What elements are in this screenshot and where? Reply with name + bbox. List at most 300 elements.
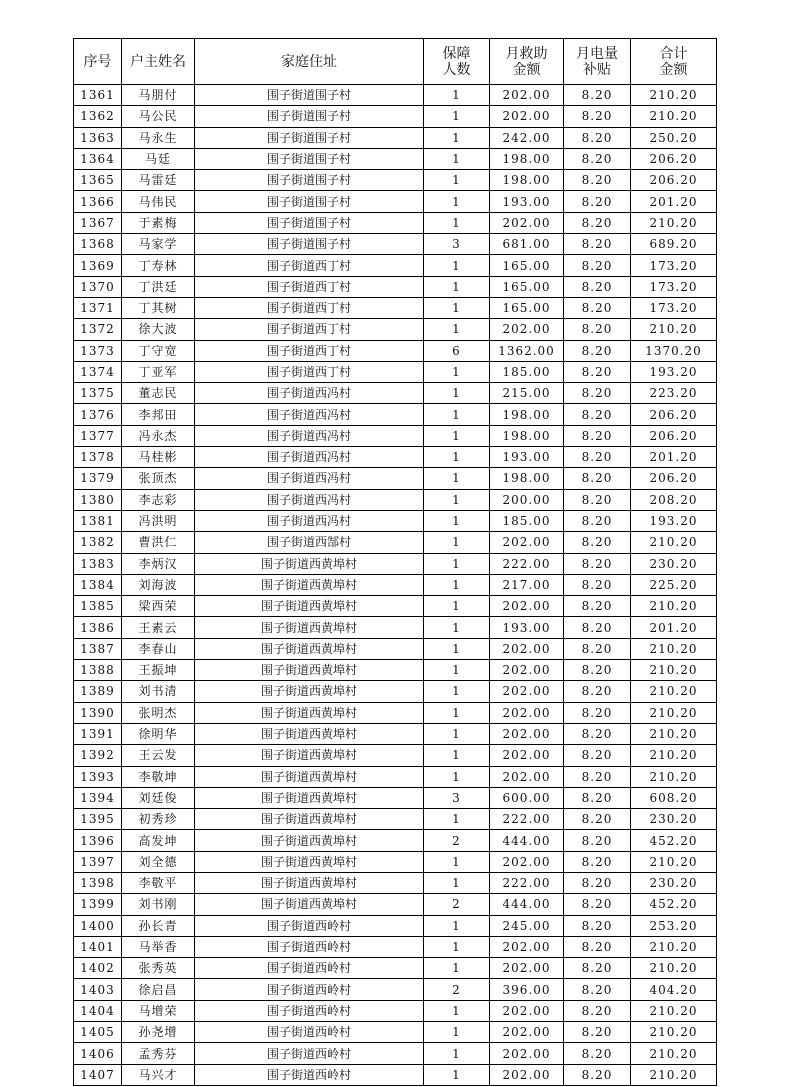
cell-address: 围子街道西冯村 xyxy=(195,468,424,489)
table-row xyxy=(74,191,717,212)
cell-seq: 1378 xyxy=(74,447,122,468)
table-row xyxy=(74,106,717,127)
cell-seq: 1398 xyxy=(74,872,122,893)
cell-name: 丁守宽 xyxy=(122,340,195,361)
cell-total: 404.20 xyxy=(631,979,717,1000)
cell-seq: 1364 xyxy=(74,148,122,169)
cell-name: 马举香 xyxy=(122,936,195,957)
cell-address: 围子街道西黄埠村 xyxy=(195,702,424,723)
cell-relief: 444.00 xyxy=(490,894,564,915)
cell-total: 210.20 xyxy=(631,851,717,872)
cell-total: 452.20 xyxy=(631,830,717,851)
cell-power: 8.20 xyxy=(564,809,631,830)
cell-relief: 198.00 xyxy=(490,425,564,446)
header-power-line1: 月电量 xyxy=(576,45,618,62)
cell-people: 1 xyxy=(424,638,490,659)
cell-seq: 1377 xyxy=(74,425,122,446)
header-name xyxy=(122,39,195,85)
table-row xyxy=(74,425,717,446)
cell-power: 8.20 xyxy=(564,447,631,468)
cell-power: 8.20 xyxy=(564,489,631,510)
cell-people: 1 xyxy=(424,297,490,318)
cell-people: 1 xyxy=(424,681,490,702)
cell-name: 李炳汉 xyxy=(122,553,195,574)
cell-address: 围子街道西黄埠村 xyxy=(195,596,424,617)
cell-name: 孙长青 xyxy=(122,915,195,936)
cell-name: 徐启昌 xyxy=(122,979,195,1000)
cell-power: 8.20 xyxy=(564,872,631,893)
cell-relief: 202.00 xyxy=(490,702,564,723)
cell-address: 围子街道西郜村 xyxy=(195,532,424,553)
cell-power: 8.20 xyxy=(564,404,631,425)
cell-power: 8.20 xyxy=(564,170,631,191)
table-row xyxy=(74,532,717,553)
table-row xyxy=(74,510,717,531)
cell-name: 丁亚军 xyxy=(122,361,195,382)
cell-total: 210.20 xyxy=(631,532,717,553)
cell-name: 马雷廷 xyxy=(122,170,195,191)
cell-total: 208.20 xyxy=(631,489,717,510)
cell-seq: 1362 xyxy=(74,106,122,127)
table-row xyxy=(74,1022,717,1043)
cell-relief: 165.00 xyxy=(490,255,564,276)
cell-power: 8.20 xyxy=(564,936,631,957)
cell-relief: 202.00 xyxy=(490,1000,564,1021)
table-row xyxy=(74,681,717,702)
cell-relief: 193.00 xyxy=(490,447,564,468)
table-row xyxy=(74,596,717,617)
header-address-label: 家庭住址 xyxy=(281,53,337,70)
table-row xyxy=(74,212,717,233)
cell-seq: 1373 xyxy=(74,340,122,361)
cell-total: 223.20 xyxy=(631,383,717,404)
table-body xyxy=(74,85,717,1086)
cell-power: 8.20 xyxy=(564,468,631,489)
cell-seq: 1374 xyxy=(74,361,122,382)
cell-relief: 202.00 xyxy=(490,958,564,979)
cell-total: 253.20 xyxy=(631,915,717,936)
cell-people: 1 xyxy=(424,404,490,425)
cell-people: 1 xyxy=(424,510,490,531)
cell-address: 围子街道西冯村 xyxy=(195,510,424,531)
cell-seq: 1403 xyxy=(74,979,122,1000)
cell-total: 206.20 xyxy=(631,468,717,489)
cell-total: 210.20 xyxy=(631,1064,717,1085)
table-row xyxy=(74,127,717,148)
cell-relief: 202.00 xyxy=(490,681,564,702)
cell-people: 1 xyxy=(424,170,490,191)
cell-name: 高发坤 xyxy=(122,830,195,851)
cell-address: 围子街道西黄埠村 xyxy=(195,766,424,787)
table-row xyxy=(74,745,717,766)
cell-power: 8.20 xyxy=(564,958,631,979)
cell-name: 徐大波 xyxy=(122,319,195,340)
cell-power: 8.20 xyxy=(564,383,631,404)
cell-power: 8.20 xyxy=(564,510,631,531)
table-row xyxy=(74,915,717,936)
table-row xyxy=(74,979,717,1000)
cell-address: 围子街道西黄埠村 xyxy=(195,574,424,595)
header-people xyxy=(424,39,490,85)
cell-name: 马桂彬 xyxy=(122,447,195,468)
table-row xyxy=(74,85,717,106)
cell-relief: 198.00 xyxy=(490,404,564,425)
cell-name: 张明杰 xyxy=(122,702,195,723)
cell-seq: 1395 xyxy=(74,809,122,830)
cell-seq: 1385 xyxy=(74,596,122,617)
cell-relief: 202.00 xyxy=(490,1064,564,1085)
header-relief-line2: 金额 xyxy=(512,61,541,78)
cell-seq: 1396 xyxy=(74,830,122,851)
cell-seq: 1394 xyxy=(74,787,122,808)
cell-seq: 1384 xyxy=(74,574,122,595)
cell-seq: 1381 xyxy=(74,510,122,531)
cell-relief: 681.00 xyxy=(490,234,564,255)
table-row xyxy=(74,766,717,787)
cell-people: 1 xyxy=(424,191,490,212)
cell-name: 李志彩 xyxy=(122,489,195,510)
table-row xyxy=(74,148,717,169)
cell-seq: 1369 xyxy=(74,255,122,276)
cell-relief: 185.00 xyxy=(490,361,564,382)
cell-total: 210.20 xyxy=(631,660,717,681)
cell-address: 围子街道西黄埠村 xyxy=(195,894,424,915)
cell-seq: 1402 xyxy=(74,958,122,979)
cell-relief: 202.00 xyxy=(490,212,564,233)
table-row xyxy=(74,468,717,489)
cell-total: 1370.20 xyxy=(631,340,717,361)
cell-seq: 1371 xyxy=(74,297,122,318)
table-row xyxy=(74,574,717,595)
cell-relief: 198.00 xyxy=(490,468,564,489)
header-seq xyxy=(74,39,122,85)
cell-people: 1 xyxy=(424,148,490,169)
cell-total: 210.20 xyxy=(631,766,717,787)
cell-relief: 198.00 xyxy=(490,148,564,169)
cell-people: 1 xyxy=(424,553,490,574)
cell-relief: 165.00 xyxy=(490,297,564,318)
cell-total: 210.20 xyxy=(631,212,717,233)
cell-power: 8.20 xyxy=(564,1000,631,1021)
cell-power: 8.20 xyxy=(564,319,631,340)
header-row xyxy=(74,39,717,85)
cell-name: 王振坤 xyxy=(122,660,195,681)
cell-address: 围子街道西岭村 xyxy=(195,936,424,957)
cell-name: 梁西荣 xyxy=(122,596,195,617)
cell-people: 1 xyxy=(424,915,490,936)
table-row xyxy=(74,1043,717,1064)
cell-address: 围子街道围子村 xyxy=(195,148,424,169)
cell-seq: 1387 xyxy=(74,638,122,659)
cell-address: 围子街道西丁村 xyxy=(195,297,424,318)
table-row xyxy=(74,361,717,382)
cell-people: 1 xyxy=(424,596,490,617)
cell-relief: 1362.00 xyxy=(490,340,564,361)
cell-total: 210.20 xyxy=(631,702,717,723)
cell-relief: 215.00 xyxy=(490,383,564,404)
cell-seq: 1389 xyxy=(74,681,122,702)
cell-total: 173.20 xyxy=(631,276,717,297)
cell-power: 8.20 xyxy=(564,979,631,1000)
relief-table xyxy=(73,38,717,1086)
table-row xyxy=(74,894,717,915)
cell-relief: 245.00 xyxy=(490,915,564,936)
cell-address: 围子街道西冯村 xyxy=(195,425,424,446)
header-power-line2: 补贴 xyxy=(583,61,611,78)
table-row xyxy=(74,383,717,404)
cell-total: 210.20 xyxy=(631,1043,717,1064)
cell-address: 围子街道西黄埠村 xyxy=(195,617,424,638)
cell-seq: 1397 xyxy=(74,851,122,872)
table-row xyxy=(74,617,717,638)
cell-name: 董志民 xyxy=(122,383,195,404)
cell-power: 8.20 xyxy=(564,596,631,617)
cell-name: 丁其树 xyxy=(122,297,195,318)
table-row xyxy=(74,830,717,851)
cell-address: 围子街道西丁村 xyxy=(195,255,424,276)
cell-power: 8.20 xyxy=(564,425,631,446)
cell-total: 210.20 xyxy=(631,1000,717,1021)
cell-people: 1 xyxy=(424,872,490,893)
cell-address: 围子街道西黄埠村 xyxy=(195,681,424,702)
table-row xyxy=(74,319,717,340)
cell-people: 1 xyxy=(424,319,490,340)
cell-relief: 202.00 xyxy=(490,532,564,553)
table-row xyxy=(74,170,717,191)
cell-people: 1 xyxy=(424,660,490,681)
table-row xyxy=(74,1064,717,1085)
cell-power: 8.20 xyxy=(564,745,631,766)
cell-name: 刘廷俊 xyxy=(122,787,195,808)
cell-name: 李邦田 xyxy=(122,404,195,425)
header-total-line1: 合计 xyxy=(659,45,688,62)
cell-power: 8.20 xyxy=(564,702,631,723)
cell-seq: 1365 xyxy=(74,170,122,191)
cell-people: 1 xyxy=(424,532,490,553)
cell-relief: 198.00 xyxy=(490,170,564,191)
cell-address: 围子街道西黄埠村 xyxy=(195,851,424,872)
cell-people: 1 xyxy=(424,1000,490,1021)
cell-name: 李敬平 xyxy=(122,872,195,893)
cell-people: 1 xyxy=(424,489,490,510)
cell-address: 围子街道西黄埠村 xyxy=(195,723,424,744)
cell-power: 8.20 xyxy=(564,681,631,702)
cell-people: 1 xyxy=(424,276,490,297)
cell-people: 1 xyxy=(424,766,490,787)
cell-people: 1 xyxy=(424,1043,490,1064)
cell-name: 曹洪仁 xyxy=(122,532,195,553)
cell-address: 围子街道围子村 xyxy=(195,170,424,191)
cell-seq: 1370 xyxy=(74,276,122,297)
cell-people: 3 xyxy=(424,787,490,808)
cell-address: 围子街道围子村 xyxy=(195,234,424,255)
cell-power: 8.20 xyxy=(564,574,631,595)
cell-seq: 1361 xyxy=(74,85,122,106)
header-people-line2: 人数 xyxy=(442,61,471,78)
header-seq-label: 序号 xyxy=(83,53,112,70)
cell-relief: 193.00 xyxy=(490,191,564,212)
cell-relief: 222.00 xyxy=(490,872,564,893)
cell-seq: 1379 xyxy=(74,468,122,489)
cell-people: 1 xyxy=(424,702,490,723)
cell-seq: 1407 xyxy=(74,1064,122,1085)
cell-people: 1 xyxy=(424,85,490,106)
cell-total: 210.20 xyxy=(631,596,717,617)
cell-seq: 1391 xyxy=(74,723,122,744)
cell-people: 1 xyxy=(424,425,490,446)
cell-relief: 202.00 xyxy=(490,745,564,766)
cell-power: 8.20 xyxy=(564,766,631,787)
cell-address: 围子街道西冯村 xyxy=(195,447,424,468)
cell-total: 230.20 xyxy=(631,809,717,830)
cell-relief: 444.00 xyxy=(490,830,564,851)
cell-people: 2 xyxy=(424,830,490,851)
cell-power: 8.20 xyxy=(564,148,631,169)
cell-power: 8.20 xyxy=(564,1022,631,1043)
cell-power: 8.20 xyxy=(564,106,631,127)
cell-people: 1 xyxy=(424,127,490,148)
cell-total: 230.20 xyxy=(631,872,717,893)
cell-power: 8.20 xyxy=(564,340,631,361)
table-row xyxy=(74,276,717,297)
cell-power: 8.20 xyxy=(564,787,631,808)
cell-total: 173.20 xyxy=(631,297,717,318)
cell-people: 1 xyxy=(424,809,490,830)
cell-total: 225.20 xyxy=(631,574,717,595)
cell-seq: 1380 xyxy=(74,489,122,510)
table-row xyxy=(74,553,717,574)
cell-address: 围子街道西丁村 xyxy=(195,319,424,340)
cell-total: 210.20 xyxy=(631,85,717,106)
cell-people: 1 xyxy=(424,574,490,595)
cell-name: 刘全德 xyxy=(122,851,195,872)
cell-address: 围子街道围子村 xyxy=(195,106,424,127)
cell-total: 201.20 xyxy=(631,617,717,638)
cell-relief: 165.00 xyxy=(490,276,564,297)
cell-power: 8.20 xyxy=(564,191,631,212)
cell-power: 8.20 xyxy=(564,297,631,318)
cell-name: 马廷 xyxy=(122,148,195,169)
cell-people: 1 xyxy=(424,851,490,872)
header-people-line1: 保障 xyxy=(442,45,471,62)
cell-address: 围子街道围子村 xyxy=(195,127,424,148)
cell-total: 230.20 xyxy=(631,553,717,574)
cell-name: 马伟民 xyxy=(122,191,195,212)
cell-name: 冯洪明 xyxy=(122,510,195,531)
cell-relief: 200.00 xyxy=(490,489,564,510)
cell-relief: 222.00 xyxy=(490,553,564,574)
cell-address: 围子街道西岭村 xyxy=(195,979,424,1000)
cell-seq: 1372 xyxy=(74,319,122,340)
cell-relief: 202.00 xyxy=(490,1022,564,1043)
cell-people: 1 xyxy=(424,106,490,127)
cell-name: 孟秀芬 xyxy=(122,1043,195,1064)
cell-total: 210.20 xyxy=(631,936,717,957)
cell-address: 围子街道西黄埠村 xyxy=(195,660,424,681)
header-power xyxy=(564,39,631,85)
cell-relief: 222.00 xyxy=(490,809,564,830)
cell-total: 210.20 xyxy=(631,106,717,127)
cell-people: 1 xyxy=(424,212,490,233)
cell-power: 8.20 xyxy=(564,85,631,106)
cell-seq: 1363 xyxy=(74,127,122,148)
cell-seq: 1401 xyxy=(74,936,122,957)
table-row xyxy=(74,489,717,510)
cell-seq: 1399 xyxy=(74,894,122,915)
cell-power: 8.20 xyxy=(564,212,631,233)
cell-people: 1 xyxy=(424,383,490,404)
cell-power: 8.20 xyxy=(564,660,631,681)
cell-relief: 202.00 xyxy=(490,723,564,744)
table-row xyxy=(74,723,717,744)
cell-total: 206.20 xyxy=(631,404,717,425)
table-row xyxy=(74,958,717,979)
cell-relief: 202.00 xyxy=(490,638,564,659)
cell-address: 围子街道西黄埠村 xyxy=(195,745,424,766)
cell-relief: 202.00 xyxy=(490,106,564,127)
cell-relief: 202.00 xyxy=(490,85,564,106)
cell-seq: 1375 xyxy=(74,383,122,404)
cell-address: 围子街道西黄埠村 xyxy=(195,809,424,830)
cell-total: 210.20 xyxy=(631,958,717,979)
cell-name: 于素梅 xyxy=(122,212,195,233)
cell-power: 8.20 xyxy=(564,532,631,553)
header-name-label: 户主姓名 xyxy=(130,53,186,70)
table-row xyxy=(74,936,717,957)
cell-total: 206.20 xyxy=(631,425,717,446)
cell-people: 1 xyxy=(424,1022,490,1043)
cell-seq: 1388 xyxy=(74,660,122,681)
cell-total: 201.20 xyxy=(631,191,717,212)
cell-people: 3 xyxy=(424,234,490,255)
cell-seq: 1405 xyxy=(74,1022,122,1043)
header-relief-line1: 月救助 xyxy=(505,45,548,62)
cell-relief: 396.00 xyxy=(490,979,564,1000)
cell-name: 李春山 xyxy=(122,638,195,659)
cell-people: 1 xyxy=(424,745,490,766)
cell-people: 6 xyxy=(424,340,490,361)
cell-name: 李敬坤 xyxy=(122,766,195,787)
cell-power: 8.20 xyxy=(564,915,631,936)
cell-address: 围子街道西岭村 xyxy=(195,1000,424,1021)
cell-people: 1 xyxy=(424,447,490,468)
cell-total: 201.20 xyxy=(631,447,717,468)
cell-name: 刘书刚 xyxy=(122,894,195,915)
cell-seq: 1383 xyxy=(74,553,122,574)
cell-people: 1 xyxy=(424,468,490,489)
table-row xyxy=(74,404,717,425)
cell-total: 210.20 xyxy=(631,681,717,702)
cell-relief: 202.00 xyxy=(490,596,564,617)
cell-power: 8.20 xyxy=(564,234,631,255)
cell-relief: 193.00 xyxy=(490,617,564,638)
cell-name: 刘书清 xyxy=(122,681,195,702)
cell-address: 围子街道西岭村 xyxy=(195,1043,424,1064)
cell-address: 围子街道围子村 xyxy=(195,191,424,212)
cell-people: 1 xyxy=(424,936,490,957)
table-row xyxy=(74,234,717,255)
cell-name: 马家学 xyxy=(122,234,195,255)
cell-total: 452.20 xyxy=(631,894,717,915)
cell-total: 210.20 xyxy=(631,1022,717,1043)
cell-seq: 1392 xyxy=(74,745,122,766)
cell-power: 8.20 xyxy=(564,1043,631,1064)
cell-people: 2 xyxy=(424,894,490,915)
cell-name: 马朋付 xyxy=(122,85,195,106)
table-row xyxy=(74,809,717,830)
cell-name: 张顶杰 xyxy=(122,468,195,489)
header-total-line2: 金额 xyxy=(659,61,688,78)
